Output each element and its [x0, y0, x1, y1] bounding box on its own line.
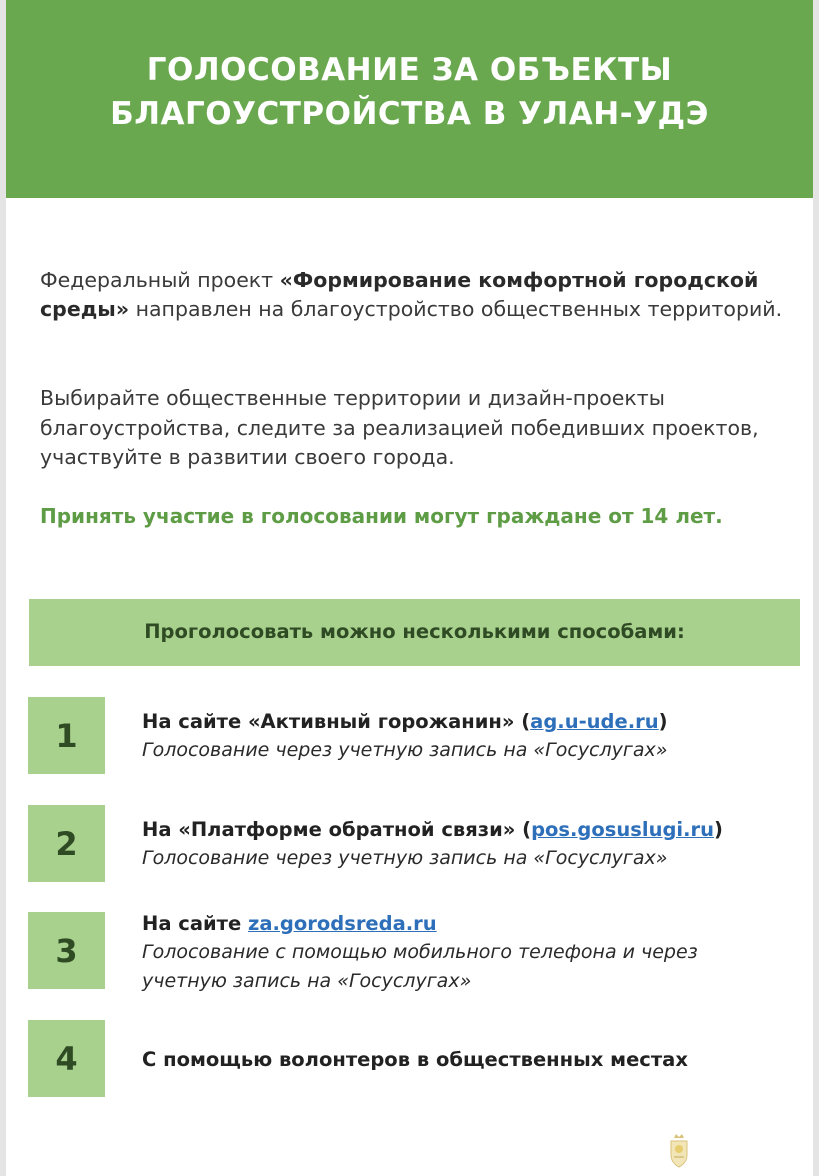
- method-title: [142, 707, 792, 736]
- method-text: [142, 707, 792, 765]
- za-gorodsreda-link[interactable]: za.gorodsreda.ru: [247, 912, 437, 935]
- intro-project-name: «Формирование комфортной городской среды»: [40, 268, 759, 321]
- method-description: Голосование с помощью мобильного телефона и через учетную запись на «Госуслугах»: [142, 941, 698, 992]
- method-description: Голосование через учетную запись на «Госуслугах»: [142, 739, 668, 761]
- method-number-badge: 1: [28, 697, 105, 774]
- method-title: [142, 815, 792, 844]
- method-number-badge: 4: [28, 1020, 105, 1097]
- method-title-suffix: ): [714, 818, 723, 841]
- frame-edge-right: [813, 0, 819, 1176]
- age-requirement-note: Принять участие в голосовании могут граждане от 14 лет.: [40, 504, 723, 528]
- method-title: [142, 909, 792, 938]
- page-title: [110, 48, 709, 136]
- method-number-badge: 3: [28, 912, 105, 989]
- method-text: [142, 909, 792, 996]
- method-title-prefix: На сайте «Активный горожанин» (: [142, 710, 531, 733]
- method-title: С помощью волонтеров в общественных местах: [142, 1048, 688, 1071]
- call-to-action-paragraph: Выбирайте общественные территории и дизайн-проекты благоустройства, следите за реализацией победивших проектов, участвуйте в развитии своего города.: [40, 386, 759, 469]
- method-title-suffix: ): [658, 710, 668, 733]
- intro-suffix: направлен на благоустройство общественных территорий.: [129, 297, 783, 321]
- page-title-line-2: БЛАГОУСТРОЙСТВА В УЛАН-УДЭ: [110, 96, 709, 132]
- method-description: Голосование через учетную запись на «Госуслугах»: [142, 847, 668, 869]
- method-title-prefix: На «Платформе обратной связи» (: [142, 818, 532, 841]
- method-text: [142, 815, 792, 873]
- intro-prefix: Федеральный проект: [40, 268, 280, 292]
- header-banner: [6, 0, 813, 198]
- method-title-prefix: На сайте: [142, 912, 248, 935]
- voting-methods-heading: Проголосовать можно несколькими способами:: [144, 620, 685, 643]
- method-text: [142, 1045, 792, 1074]
- pos-gosuslugi-link[interactable]: pos.gosuslugi.ru: [531, 818, 714, 841]
- coat-of-arms-icon: [667, 1133, 691, 1169]
- method-number-badge: 2: [28, 805, 105, 882]
- intro-paragraph: [40, 266, 800, 324]
- voting-methods-banner: [29, 599, 800, 666]
- page-title-line-1: ГОЛОСОВАНИЕ ЗА ОБЪЕКТЫ: [146, 52, 673, 88]
- ag-u-ude-link[interactable]: ag.u-ude.ru: [530, 710, 659, 733]
